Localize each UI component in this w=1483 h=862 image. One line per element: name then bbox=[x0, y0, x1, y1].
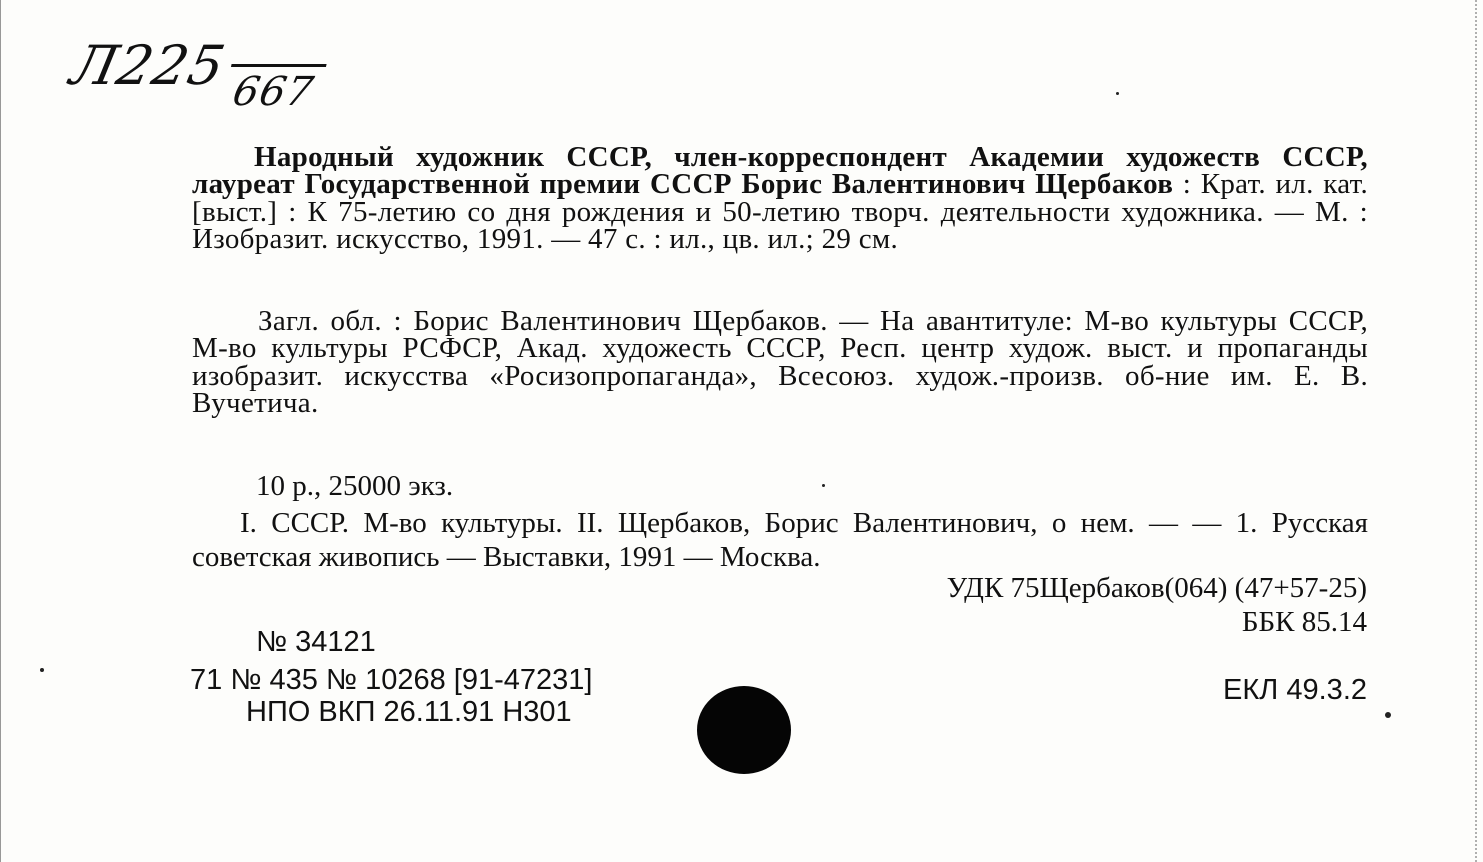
card-right-edge bbox=[1475, 0, 1483, 862]
printer-line: НПО ВКП 26.11.91 Н301 bbox=[246, 696, 572, 728]
card-number: № 34121 bbox=[256, 626, 376, 658]
ink-speck bbox=[1116, 92, 1119, 95]
punch-hole bbox=[697, 686, 791, 774]
price-and-print-run: 10 р., 25000 экз. bbox=[256, 470, 454, 502]
shelfmark-fraction: 667 bbox=[221, 64, 327, 115]
entry-description: : Крат. ил. кат. [выст.] : К 75-летию со дня рождения и 50-летию творч. деятельности художника. — М. : Изобразит. искусство, 1991. — 47 с. : ил., цв. ил.; 29 см. bbox=[192, 168, 1368, 255]
shelfmark-main: Л225 bbox=[65, 34, 231, 97]
card-left-edge bbox=[0, 0, 4, 862]
udk-code: УДК 75Щербаков(064) (47+57-25) bbox=[946, 572, 1367, 604]
subject-tracings: I. СССР. М-во культуры. II. Щербаков, Борис Валентинович, о нем. — — 1. Русская советская живопись — Выставки, 1991 — Москва. bbox=[192, 507, 1368, 573]
ink-speck bbox=[822, 484, 825, 487]
entry-heading: Народный художник СССР, член-корреспондент Академии художеств СССР, лауреат Государственной премии СССР Борис Валентинович Щербаков bbox=[192, 141, 1368, 201]
entry-note: Загл. обл. : Борис Валентинович Щербаков. — На авантитуле: М-во культуры СССР, М-во культуры РСФСР, Акад. художесть СССР, Респ. центр худож. выст. и пропаганды изобразит. искусства «Росизопропаганда», Всесоюз. худож.-произв. об-ние им. Е. В. Вучетича. bbox=[192, 305, 1368, 419]
ink-speck bbox=[1385, 712, 1391, 718]
ink-speck bbox=[40, 668, 44, 672]
bbk-code: ББК 85.14 bbox=[1241, 606, 1367, 638]
handwritten-shelfmark bbox=[65, 34, 326, 115]
order-line: 71 № 435 № 10268 [91-47231] bbox=[190, 664, 593, 696]
ekl-code: ЕКЛ 49.3.2 bbox=[1223, 674, 1367, 706]
bibliographic-description bbox=[192, 141, 1368, 255]
